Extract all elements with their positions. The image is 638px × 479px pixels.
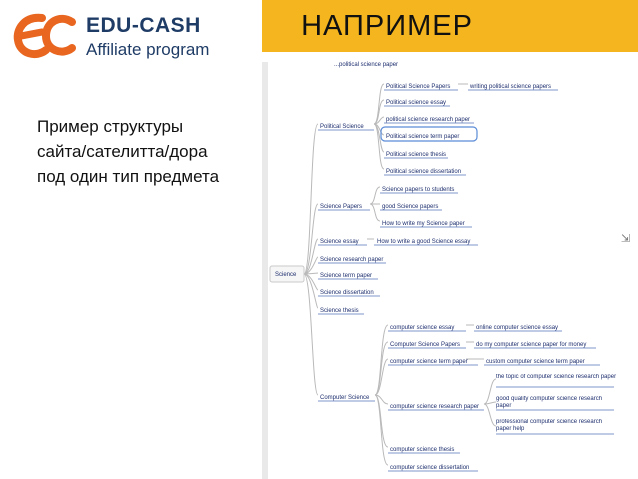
page-title: НАПРИМЕР [301, 10, 473, 42]
mindmap-root-node[interactable]: Science [275, 272, 297, 278]
mindmap-node[interactable]: computer science thesis [390, 447, 455, 453]
mindmap-node[interactable]: Political Science [320, 124, 364, 130]
mindmap-node[interactable]: Science essay [320, 239, 359, 245]
panel-edge [262, 62, 268, 479]
mindmap-node[interactable]: computer science essay [390, 325, 455, 331]
ec-logo-icon [12, 10, 76, 60]
mindmap-node[interactable]: online computer science essay [476, 325, 559, 331]
mindmap-node[interactable]: Science thesis [320, 308, 359, 314]
node-underlines [318, 90, 614, 471]
mindmap-node[interactable]: Political science term paper [386, 134, 460, 140]
description-line: под один тип предмета [37, 167, 220, 186]
mindmap-node[interactable]: Science term paper [320, 273, 373, 279]
mindmap-node[interactable]: computer science dissertation [390, 465, 470, 471]
mindmap-node[interactable]: Political science thesis [386, 152, 447, 158]
mindmap-node[interactable]: writing political science papers [470, 84, 552, 90]
mindmap-node[interactable]: Political science dissertation [386, 169, 462, 175]
mindmap-node-wrap [496, 419, 618, 435]
mindmap-canvas [262, 52, 638, 479]
mindmap-node[interactable]: How to write a good Science essay [377, 239, 471, 245]
mindmap-node-wrap [496, 396, 618, 412]
mindmap-node[interactable]: How to write my Science paper [382, 221, 465, 227]
description-line: Пример структуры [37, 117, 184, 136]
mouse-cursor-icon: ⇲ [621, 232, 631, 245]
mindmap-node[interactable]: computer science research paper [390, 404, 480, 410]
description-line: сайта/сателитта/дора [37, 142, 208, 161]
mindmap-node[interactable]: political science research paper [386, 117, 471, 123]
edu-cash-logo [8, 6, 258, 64]
mindmap-node[interactable]: good quality computer science research paper [496, 396, 603, 409]
mindmap-node[interactable]: the topic of computer science research paper [496, 374, 617, 380]
mindmap-node[interactable]: Political science essay [386, 100, 447, 106]
mindmap-node[interactable]: computer science term paper [390, 359, 468, 365]
mindmap-node[interactable]: custom computer science term paper [486, 359, 585, 365]
mindmap-node[interactable]: Science research paper [320, 257, 384, 263]
mindmap-node[interactable]: Computer Science [320, 395, 370, 401]
mindmap-node[interactable]: Political Science Papers [386, 84, 451, 90]
mindmap-node[interactable]: ...political science paper [334, 62, 399, 68]
description-text [37, 114, 262, 189]
mindmap-panel [262, 52, 638, 479]
mindmap-node[interactable]: Science papers to students [382, 187, 455, 193]
mindmap-node-wrap [496, 374, 618, 390]
mindmap-node[interactable]: good Science papers [382, 204, 439, 210]
mindmap-node[interactable]: Science dissertation [320, 290, 374, 296]
brand-tagline: Affiliate program [86, 40, 210, 59]
brand-name: EDU-CASH [86, 14, 201, 37]
mindmap-node[interactable]: Computer Science Papers [390, 342, 461, 348]
mindmap-node[interactable]: Science Papers [320, 204, 363, 210]
mindmap-node[interactable]: professional computer science research paper help [496, 419, 603, 432]
mindmap-node[interactable]: do my computer science paper for money [476, 342, 587, 348]
